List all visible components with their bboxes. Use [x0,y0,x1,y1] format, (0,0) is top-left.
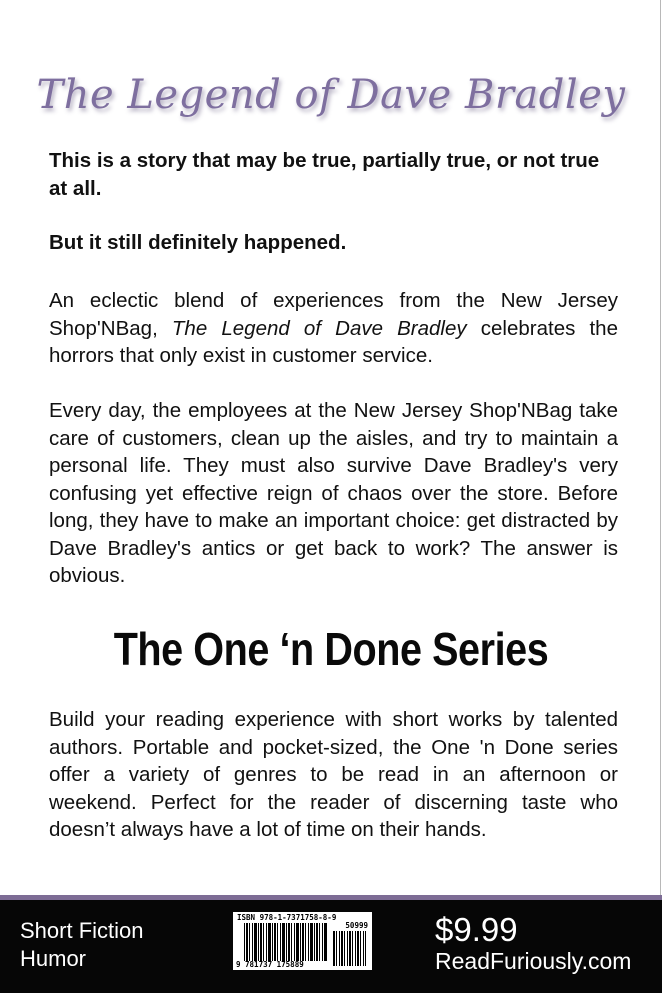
genre-humor: Humor [20,946,87,971]
barcode-price-code: 50999 [345,921,368,930]
series-description [49,706,618,844]
publisher-website: ReadFuriously.com [435,948,632,974]
description-paragraph-2 [49,397,618,590]
book-title: The Legend of Dave Bradley [36,72,626,118]
paragraph-1-text [49,287,618,370]
price: $9.99 [435,911,518,948]
isbn-label: ISBN 978-1-7371758-8-9 [237,913,337,922]
intro-line-1 [49,147,618,202]
page-edge-line [660,0,661,897]
paragraph-1-before: An eclectic blend of experiences from the New Jersey Shop'NBag, [49,289,618,340]
description-paragraph-1 [49,287,618,370]
paragraph-2-text: Every day, the employees at the New Jersey Shop'NBag take care of customers, clean up the aisles, and try to maintain a personal life. They must also survive Dave Bradley's very confusing yet effective reign of chaos over the store. Before long, they have to make an important choice: get distracted by Dave Bradley's antics or get back to work? The answer is obvious. [49,399,618,587]
intro-text-2: But it still definitely happened. [49,231,347,254]
genre-labels [20,917,144,973]
paragraph-1-italic-title: The Legend of Dave Bradley [171,316,467,340]
barcode-addon-bars-icon [333,931,366,966]
footer-bar [0,900,662,993]
paragraph-3-text: Build your reading experience with short works by talented authors. Portable and pocket-sized, the One 'n Done series offer a variety of genres to be read in an afternoon or weekend. Perfect for the reader of discerning taste who doesn’t always have a lot of time on their hands. [49,708,618,841]
intro-line-2 [49,229,618,257]
ean-digits: 9 781737 175889 [236,960,304,969]
barcode-bars-icon [244,923,328,961]
paragraph-1-after: celebrates the horrors that only exist in customer service. [49,316,618,367]
intro-text-1: This is a story that may be true, partially true, or not true at all. [49,149,600,200]
series-heading: The One ‘n Done Series [113,623,549,675]
isbn-barcode [233,912,372,970]
genre-short-fiction: Short Fiction [20,918,144,943]
